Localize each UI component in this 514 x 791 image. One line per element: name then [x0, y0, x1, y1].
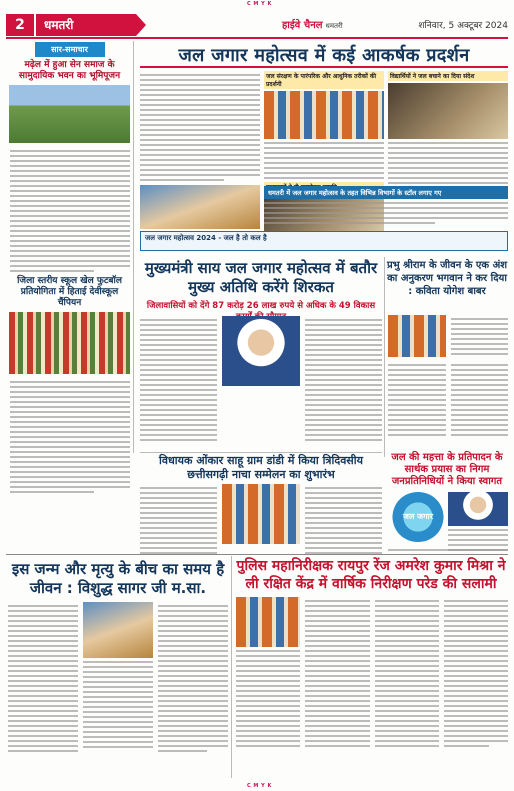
body-text [444, 597, 508, 750]
news-brief-tag: सार-समाचार [35, 42, 105, 57]
story-photo [264, 91, 384, 139]
print-mark-bottom: C M Y K [247, 783, 272, 789]
body-text [6, 145, 133, 272]
story-headline: जिला स्तरीय स्कूल खेल फुटबॉल प्रतियोगिता में हिताई देवीस्कूल चैंपियन [17, 276, 122, 308]
section-label: धमतरी [36, 14, 136, 36]
body-text [305, 597, 369, 750]
left-column [6, 41, 134, 453]
body-text [451, 315, 509, 358]
body-text [83, 661, 153, 748]
story-deck: जिलावासियों को देंगे 87 करोड़ 26 लाख रुपये से अधिक के 49 विकास [146, 301, 376, 311]
body-text [6, 376, 133, 493]
header-rule [6, 37, 508, 39]
story-headline: मढ़ेल में हुआ सेन समाज के सामुदायिक भवन का भूमिपूजन [18, 60, 121, 81]
story-photo [9, 85, 130, 143]
ig-parade-story [236, 597, 508, 750]
story-headline-jal-mahatta: जल की महत्ता के प्रतिपादन के सार्थक प्रयास का निगम जनप्रतिनिधियों ने किया स्वागत [391, 452, 503, 487]
body-text [158, 602, 228, 755]
body-text [236, 650, 300, 747]
jal-mahatta-body [388, 546, 508, 554]
story-photo [236, 597, 300, 647]
body-text [305, 316, 382, 444]
paper-city: धमतरी [325, 22, 343, 30]
headline-rule [140, 66, 508, 68]
body-text [305, 484, 382, 557]
strip-text [264, 199, 508, 227]
story-photo [140, 185, 260, 229]
shriram-story [388, 315, 508, 439]
jal-mahatta-story [448, 492, 508, 554]
paper-name [282, 17, 343, 31]
body-text [388, 549, 508, 551]
ad-strip: जल जगार महोत्सव 2024 - जल है तो कल है [140, 231, 508, 251]
body-text [388, 361, 446, 439]
body-text [264, 142, 384, 179]
lead-story-col1 [140, 71, 260, 229]
story-photo [9, 312, 130, 374]
story-headline-nacha: विधायक ओंकार साहू ग्राम डांडी में किया त्रिदिवसीय छत्तीसगढ़ी नाचा सम्मेलन का शुभारंभ [159, 454, 363, 481]
story-photo [388, 315, 446, 357]
body-text [375, 597, 439, 750]
print-mark-top: C M Y K [247, 1, 272, 7]
story-photo [448, 492, 508, 526]
lead-headline: जल जगार महोत्सव में कई आकर्षक प्रदर्शन [178, 45, 470, 66]
body-text [140, 484, 217, 557]
story-photo [222, 484, 299, 544]
cm-story-body [140, 316, 382, 444]
body-text [451, 361, 509, 439]
cm-portrait [222, 316, 299, 386]
story-photo [388, 83, 508, 139]
lower-band-rule [6, 554, 508, 555]
story-headline-sagar: इस जन्म और मृत्यु के बीच का समय है जीवन : विशुद्ध सागर जी म.सा. [11, 560, 225, 597]
story-rule [140, 452, 382, 453]
column-rule [231, 556, 232, 778]
lead-strip: धमतरी में जल जगार महोत्सव के तहत विभिन्न विभागों के स्टॉल लगाए गए [264, 186, 508, 199]
story-photo [83, 602, 153, 658]
body-text [140, 74, 260, 181]
story-headline-shriram: प्रभु श्रीराम के जीवन के एक अंश का अनुकरण भगवान ने कर दिया : कविता योगेश बाबर [386, 260, 508, 297]
body-text [264, 202, 508, 224]
column-rule [384, 257, 385, 457]
sagar-story [8, 602, 228, 755]
story-headline-ig-parade: पुलिस महानिरीक्षक रायपुर रेंज अमरेश कुमार मिश्रा ने ली रक्षित केंद्र में वार्षिक निरीक्षण परेड की सलामी [236, 558, 506, 592]
lead-story-col3 [388, 71, 508, 202]
paper-title: हाईवे चैनल [282, 20, 323, 31]
story-headline-cm: मुख्यमंत्री साय जल जगार महोत्सव में बतौर मुख्य अतिथि करेंगे शिरकत [144, 259, 378, 296]
body-text [140, 316, 217, 444]
photo-caption: जल संरक्षण के पारंपरिक और आधुनिक तरीकों की प्रदर्शनी [264, 71, 384, 89]
body-text [8, 602, 78, 755]
nacha-story [140, 484, 382, 557]
photo-caption: विद्यार्थियों ने जल बचाने का दिया संदेश [388, 71, 508, 81]
issue-date: शनिवार, 5 अक्टूबर 2024 [418, 21, 508, 31]
page-number: 2 [6, 14, 34, 36]
masthead [6, 14, 508, 36]
jal-jagar-logo: जल जगार [392, 492, 444, 542]
